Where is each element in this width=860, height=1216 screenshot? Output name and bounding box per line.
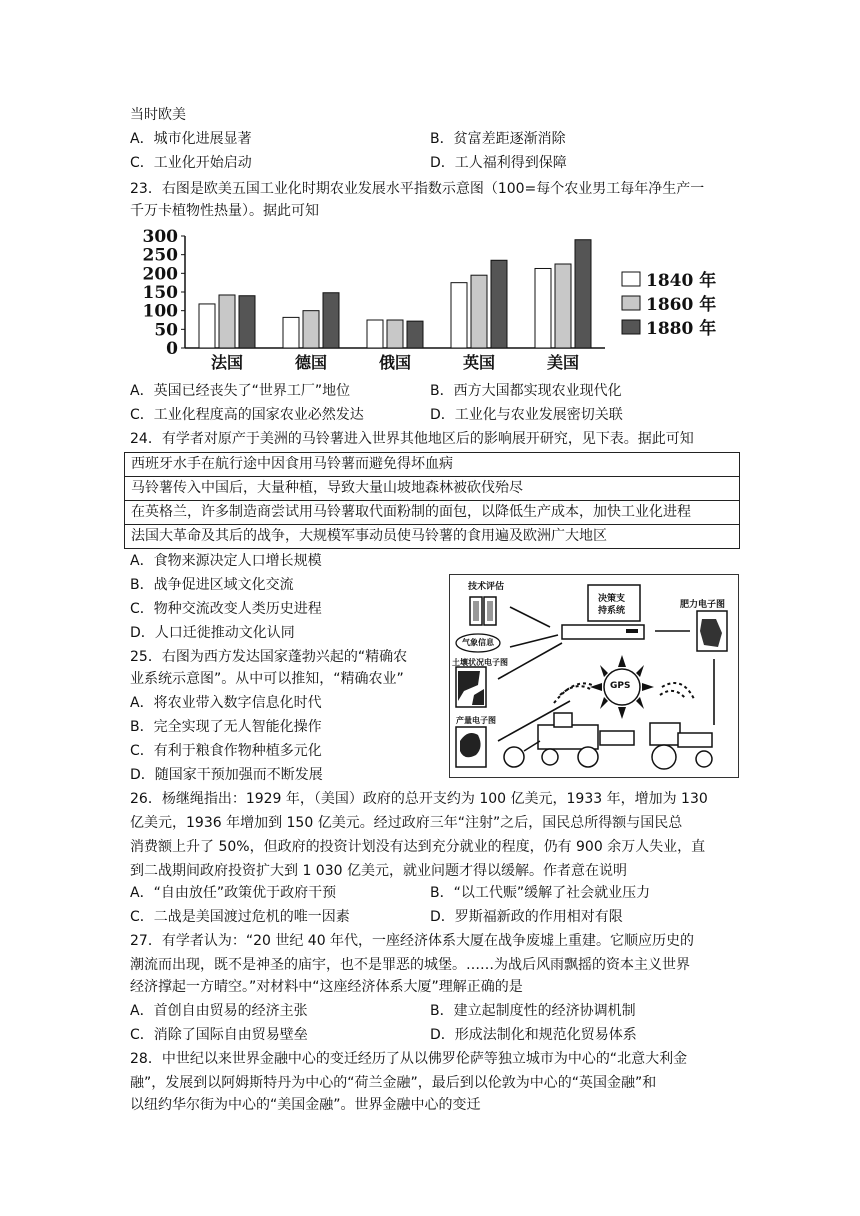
y-tick-label: 0: [166, 339, 178, 359]
diagram-label-decision-2: 持系统: [598, 606, 626, 616]
x-tick-label: 美国: [546, 353, 580, 372]
q25-option-c[interactable]: C．有利于粮食作物种植多元化: [130, 743, 322, 759]
bar: [555, 264, 571, 348]
bar: [407, 321, 423, 348]
bar: [575, 240, 591, 348]
tractor-icon: [650, 723, 712, 769]
diagram-label-tech-eval: 技术评估: [468, 582, 505, 592]
bar: [239, 296, 255, 348]
q22-option-b[interactable]: B．贫富差距逐渐消除: [430, 131, 566, 147]
q25-option-d[interactable]: D．随国家干预加强而不断发展: [130, 767, 323, 783]
q26-line-4: 到二战期间政府投资扩大到 1 030 亿美元，就业问题才得以缓解。作者意在说明: [130, 863, 627, 879]
y-tick-label: 100: [142, 301, 178, 322]
x-tick-label: 法国: [210, 353, 244, 372]
q26-line-1: 26．杨继绳指出：1929 年，（美国）政府的总开支约为 100 亿美元，1933 年，增加为 130: [130, 791, 708, 807]
q22-option-d[interactable]: D．工人福利得到保障: [430, 155, 567, 171]
q24-option-d[interactable]: D．人口迁徙推动文化认同: [130, 625, 295, 641]
diagram-label-fertility: 肥力电子图: [680, 600, 726, 610]
q25-option-b[interactable]: B．完全实现了无人智能化操作: [130, 719, 322, 735]
bar: [323, 293, 339, 348]
bar: [367, 320, 383, 348]
q24-option-c[interactable]: C．物种交流改变人类历史进程: [130, 601, 322, 617]
q25-stem-line2: 业系统示意图”。从中可以推知，“精确农业”: [130, 671, 404, 687]
fertility-map-icon: [697, 611, 727, 651]
q26-line-2: 亿美元，1936 年增加到 150 亿美元。经过政府三年“注射”之后，国民总所得额与国民总: [130, 815, 683, 831]
legend-label: 1860 年: [646, 295, 717, 315]
q24-option-a[interactable]: A．食物来源决定人口增长规模: [130, 553, 322, 569]
q23-stem-line2: 千万卡植物性热量）。据此可知: [130, 203, 319, 219]
bar: [387, 320, 403, 348]
agriculture-index-bar-chart: [130, 226, 730, 376]
bar: [491, 260, 507, 348]
bar: [451, 283, 467, 348]
q22-stem-tail: 当时欧美: [130, 107, 186, 123]
bar: [535, 268, 551, 348]
y-tick-label: 300: [142, 227, 178, 247]
q28-line-3: 以纽约华尔街为中心的“美国金融”。世界金融中心的变迁: [130, 1097, 481, 1113]
table-row: 马铃薯传入中国后，大量种植，导致大量山坡地森林被砍伐殆尽: [125, 476, 739, 500]
y-tick-label: 150: [142, 283, 178, 303]
precision-agriculture-diagram: [449, 574, 739, 778]
q25-option-a[interactable]: A．将农业带入数字信息化时代: [130, 695, 322, 711]
q26-option-a[interactable]: A．“自由放任”政策优于政府干预: [130, 885, 337, 901]
x-tick-label: 德国: [294, 353, 328, 372]
y-tick-label: 50: [154, 320, 178, 341]
q26-option-d[interactable]: D．罗斯福新政的作用相对有限: [430, 909, 623, 925]
legend-swatch: [622, 320, 640, 334]
q23-option-c[interactable]: C．工业化程度高的国家农业必然发达: [130, 407, 364, 423]
bar: [303, 311, 319, 348]
diagram-label-decision-1: 决策支: [598, 594, 626, 604]
combine-harvester-icon: [504, 713, 634, 767]
q27-option-d[interactable]: D．形成法制化和规范化贸易体系: [430, 1027, 637, 1043]
legend-swatch: [622, 296, 640, 310]
bar: [283, 317, 299, 348]
x-tick-label: 俄国: [378, 353, 412, 372]
table-row: 法国大革命及其后的战争，大规模军事动员使马铃薯的食用遍及欧洲广大地区: [125, 524, 739, 548]
y-tick-label: 200: [142, 264, 178, 285]
q26-option-c[interactable]: C．二战是美国渡过危机的唯一因素: [130, 909, 350, 925]
q27-option-b[interactable]: B．建立起制度性的经济协调机制: [430, 1003, 636, 1019]
legend-swatch: [622, 272, 640, 286]
diagram-label-yield: 产量电子图: [456, 716, 496, 725]
table-row: 西班牙水手在航行途中因食用马铃薯而避免得坏血病: [131, 456, 453, 472]
q27-line-2: 潮流而出现，既不是神圣的庙宇，也不是罪恶的城堡。……为战后风雨飘摇的资本主义世界: [130, 957, 690, 973]
q28-line-2: 融”，发展到以阿姆斯特丹为中心的“荷兰金融”，最后到以伦敦为中心的“英国金融”和: [130, 1075, 657, 1091]
q24-stem: 24．有学者对原产于美洲的马铃薯进入世界其他地区后的影响展开研究，见下表。据此可知: [130, 431, 694, 447]
q23-option-d[interactable]: D．工业化与农业发展密切关联: [430, 407, 623, 423]
q23-option-a[interactable]: A．英国已经丧失了“世界工厂”地位: [130, 383, 351, 399]
q27-option-c[interactable]: C．消除了国际自由贸易壁垒: [130, 1027, 308, 1043]
tech-eval-books-icon: [470, 597, 496, 625]
q22-option-c[interactable]: C．工业化开始启动: [130, 155, 252, 171]
q27-line-3: 经济撑起一方晴空。”对材料中“这座经济体系大厦”理解正确的是: [130, 979, 523, 995]
potato-impact-table: [124, 452, 740, 549]
q23-option-b[interactable]: B．西方大国都实现农业现代化: [430, 383, 622, 399]
diagram-label-gps: GPS: [610, 681, 631, 691]
soil-map-icon: [456, 667, 486, 707]
bar: [199, 304, 215, 348]
q26-option-b[interactable]: B．“以工代赈”缓解了社会就业压力: [430, 885, 651, 901]
q27-line-1: 27．有学者认为：“20 世纪 40 年代，一座经济体系大厦在战争废墟上重建。它顺应历史的: [130, 933, 695, 949]
q27-option-a[interactable]: A．首创自由贸易的经济主张: [130, 1003, 308, 1019]
q22-option-a[interactable]: A．城市化进展显著: [130, 131, 252, 147]
table-row: 在英格兰，许多制造商尝试用马铃薯取代面粉制的面包，以降低生产成本，加快工业化进程: [125, 500, 739, 524]
diagram-label-weather: 气象信息: [462, 638, 494, 647]
yield-map-icon: [456, 727, 486, 767]
y-tick-label: 250: [142, 245, 178, 266]
legend-label: 1880 年: [646, 319, 717, 339]
bar: [219, 295, 235, 348]
q28-line-1: 28．中世纪以来世界金融中心的变迁经历了从以佛罗伦萨等独立城市为中心的“北意大利金: [130, 1051, 688, 1067]
diagram-label-soil: 土壤状况电子图: [452, 658, 508, 667]
q24-option-b[interactable]: B．战争促进区域文化交流: [130, 577, 294, 593]
q25-stem-line1: 25．右图为西方发达国家蓬勃兴起的“精确农: [130, 649, 408, 665]
legend-label: 1840 年: [646, 271, 717, 291]
x-tick-label: 英国: [462, 353, 496, 372]
q26-line-3: 消费额上升了 50%，但政府的投资计划没有达到充分就业的程度，仍有 900 余万人失业，直: [130, 839, 706, 855]
q23-stem-line1: 23．右图是欧美五国工业化时期农业发展水平指数示意图（100=每个农业男工每年净生产一: [130, 181, 705, 197]
bar: [471, 275, 487, 348]
